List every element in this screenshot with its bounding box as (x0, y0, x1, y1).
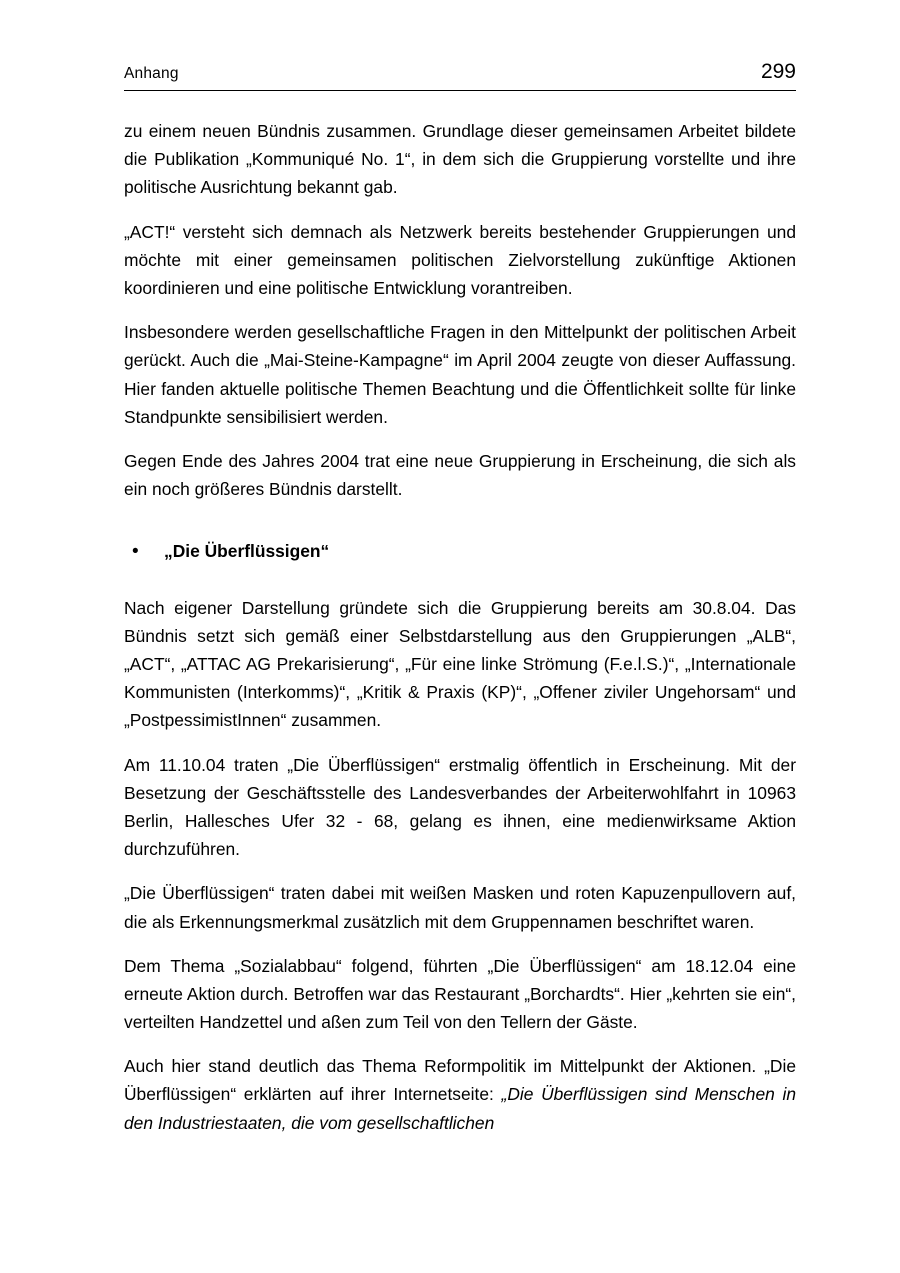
body-text (124, 117, 796, 1137)
paragraph: Insbesondere werden gesellschaftliche Fragen in den Mittelpunkt der politischen Arbeit gerückt. Auch die „Mai-Steine-Kampagne“ im April 2004 zeugte von dieser Auffassung. Hier fanden aktuelle politische Themen Beachtung und die Öffentlichkeit sollte für linke Standpunkte sensibilisiert werden. (124, 322, 796, 427)
bullet-dot-icon: • (132, 541, 139, 563)
paragraph: Nach eigener Darstellung gründete sich die Gruppierung bereits am 30.8.04. Das Bündnis setzt sich gemäß einer Selbstdarstellung aus den Gruppierungen „ALB“, „ACT“, „ATTAC AG Prekarisierung“, „Für eine linke Strömung (F.e.l.S.)“, „Internationale Kommunisten (Interkomms)“, „Kritik & Praxis (KP)“, „Offener ziviler Ungehorsam“ und „PostpessimistInnen“ zusammen. (124, 597, 796, 731)
page-content (124, 60, 796, 1137)
paragraph-final-quote: „Die Überflüssigen sind Menschen in den Industriestaaten, die vom gesellschaftlichen (124, 1084, 797, 1133)
paragraph-final (124, 1052, 796, 1137)
paragraph-final-lead: Auch hier stand deutlich das Thema Reformpolitik im Mittelpunkt der Aktionen. „Die Überflüssigen“ erklärten auf ihrer Internetseite: (124, 1056, 796, 1105)
paragraph: „Die Überflüssigen“ traten dabei mit weißen Masken und roten Kapuzenpullovern auf, die als Erkennungsmerkmal zusätzlich mit dem Gruppennamen beschriftet waren. (124, 883, 796, 932)
bullet-list-item (124, 537, 796, 567)
paragraph: Dem Thema „Sozialabbau“ folgend, führten „Die Überflüssigen“ am 18.12.04 eine erneute Aktion durch. Betroffen war das Restaurant „Borchardts“. Hier „kehrten sie ein“, verteilten Handzettel und aßen zum Teil von den Tellern der Gäste. (124, 955, 796, 1033)
page-number: 299 (760, 60, 796, 83)
paragraph: „ACT!“ versteht sich demnach als Netzwerk bereits bestehender Gruppierungen und möchte mit einer gemeinsamen politischen Zielvorstellung zukünftige Aktionen koordinieren und eine politische Entwicklung vorantreiben. (124, 221, 796, 298)
paragraph: Am 11.10.04 traten „Die Überflüssigen“ erstmalig öffentlich in Erscheinung. Mit der Besetzung der Geschäftsstelle des Landesverbandes der Arbeiterwohlfahrt in 10963 Berlin, Hallesches Ufer 32 - 68, gelang es ihnen, eine medienwirksame Aktion durchzuführen. (124, 754, 796, 860)
header-section-label: Anhang (124, 65, 179, 82)
bullet-heading: „Die Überflüssigen“ (164, 541, 330, 562)
paragraph: Gegen Ende des Jahres 2004 trat eine neue Gruppierung in Erscheinung, die sich als ein noch größeres Bündnis darstellt. (124, 450, 796, 500)
paragraph: zu einem neuen Bündnis zusammen. Grundlage dieser gemeinsamen Arbeitet bildete die Publikation „Kommuniqué No. 1“, in dem sich die Gruppierung vorstellte und ihre politische Ausrichtung bekannt gab. (124, 121, 796, 198)
running-header (124, 60, 796, 91)
